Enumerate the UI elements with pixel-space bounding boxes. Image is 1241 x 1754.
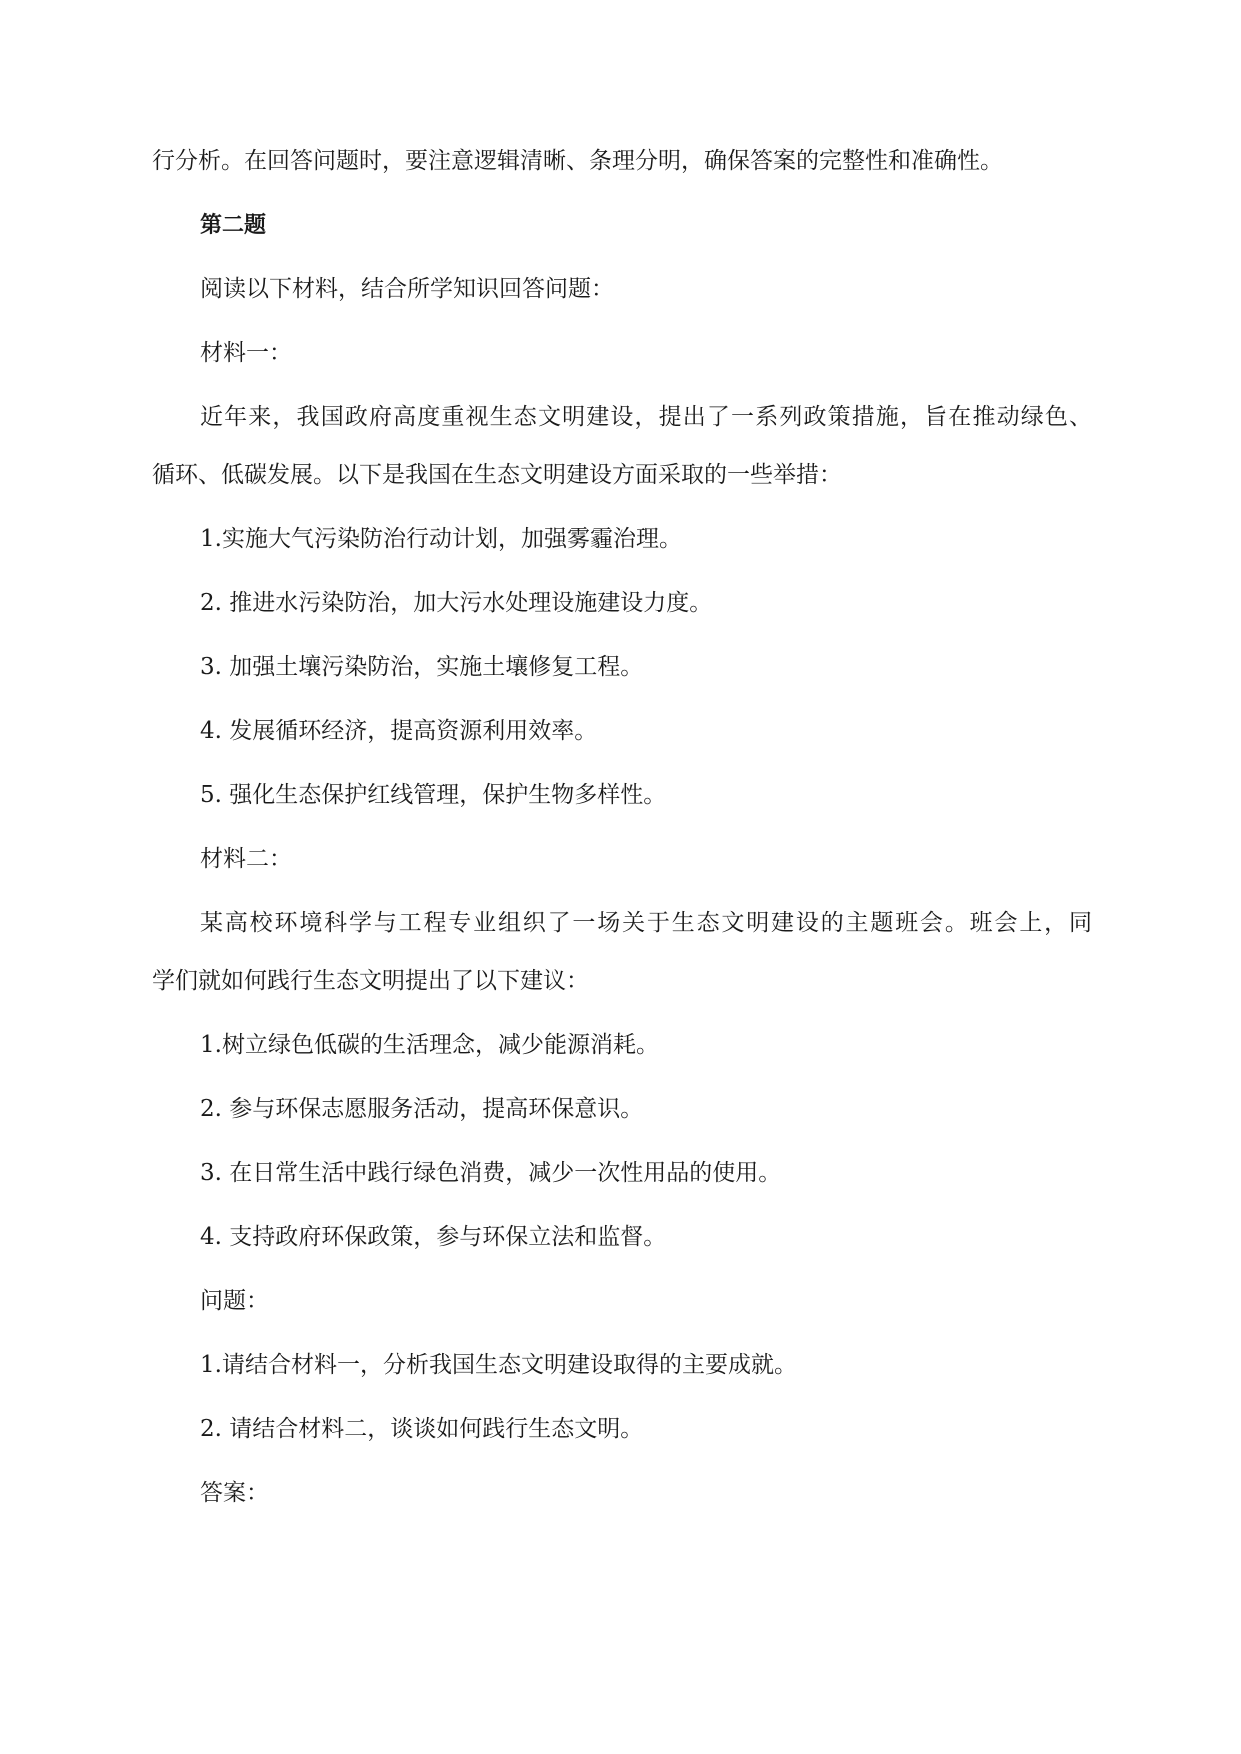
material1-item: 1.实施大气污染防治行动计划，加强雾霾治理。: [200, 526, 682, 552]
material2-item: 3. 在日常生活中践行绿色消费，减少一次性用品的使用。: [200, 1160, 782, 1186]
section-title: 第二题: [200, 213, 267, 238]
material2-item: 4. 支持政府环保政策，参与环保立法和监督。: [200, 1224, 667, 1250]
material2-intro-line1: 某高校环境科学与工程专业组织了一场关于生态文明建设的主题班会。班会上，同: [200, 910, 1092, 936]
material1-intro-line2: 循环、低碳发展。以下是我国在生态文明建设方面采取的一些举措：: [152, 462, 842, 488]
questions-label: 问题：: [200, 1288, 269, 1314]
material2-item: 1.树立绿色低碳的生活理念，减少能源消耗。: [200, 1032, 659, 1058]
question-item: 1.请结合材料一，分析我国生态文明建设取得的主要成就。: [200, 1352, 797, 1378]
material1-item: 4. 发展循环经济，提高资源利用效率。: [200, 718, 598, 744]
material1-item: 3. 加强土壤污染防治，实施土壤修复工程。: [200, 654, 644, 680]
continuation-paragraph: 行分析。在回答问题时，要注意逻辑清晰、条理分明，确保答案的完整性和准确性。: [152, 148, 1003, 174]
question-item: 2. 请结合材料二，谈谈如何践行生态文明。: [200, 1416, 644, 1442]
material1-item: 2. 推进水污染防治，加大污水处理设施建设力度。: [200, 590, 713, 616]
instruction-text: 阅读以下材料，结合所学知识回答问题：: [200, 276, 614, 302]
material1-intro-line1: 近年来，我国政府高度重视生态文明建设，提出了一系列政策措施，旨在推动绿色、: [200, 404, 1092, 430]
document-body: [152, 140, 1092, 1536]
material2-label: 材料二：: [200, 846, 292, 872]
answer-label: 答案：: [200, 1480, 269, 1506]
material1-item: 5. 强化生态保护红线管理，保护生物多样性。: [200, 782, 667, 808]
material2-intro-line2: 学们就如何践行生态文明提出了以下建议：: [152, 968, 589, 994]
material1-label: 材料一：: [200, 340, 292, 366]
material2-item: 2. 参与环保志愿服务活动，提高环保意识。: [200, 1096, 644, 1122]
